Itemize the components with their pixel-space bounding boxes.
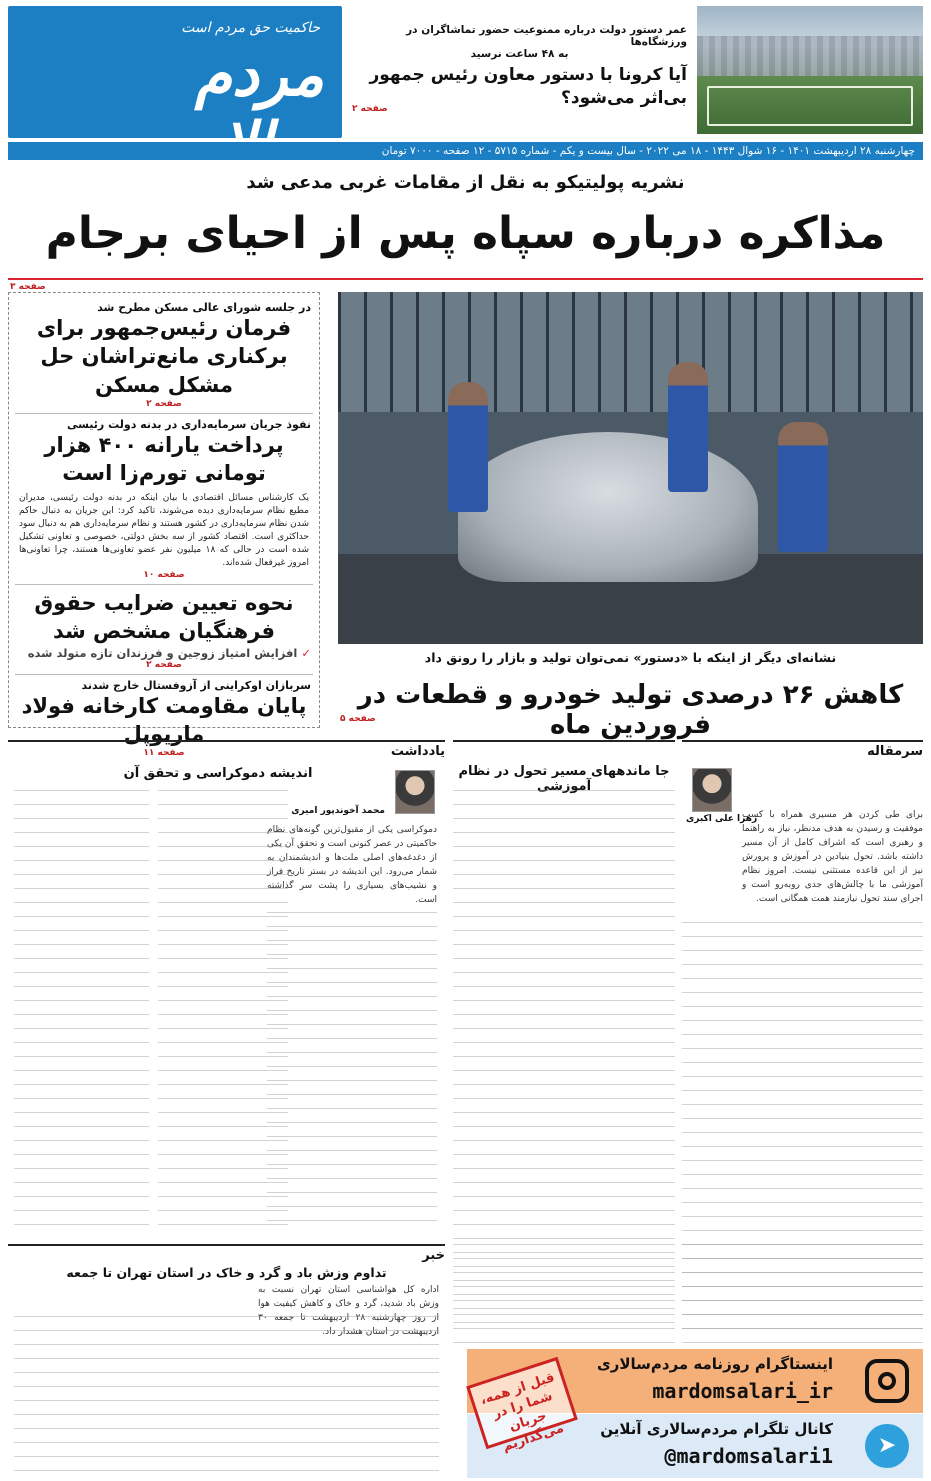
opinion-lines-2 xyxy=(158,790,288,1232)
opinion-author-photo xyxy=(395,770,435,814)
opinion-lines-3 xyxy=(14,790,149,1232)
editorial-body: برای طی کردن هر مسیری همراه با کسب موفقیت و رسیدن به هدف مدنظر، نیاز به راهنما و رهبری است که اشراف کامل از آن مسیر داشته باشد. تحول بنیادین در آموزش و پرورش نیز از این قاعده مستثنی نیست. امروز نظام آموزشی ما با چالش‌های جدی روبه‌رو است و اجرای سند تحول نیازمند همت همگانی است. xyxy=(742,810,923,904)
promo-stamp: قبل از همه، شما را در جریان می‌گذاریم xyxy=(466,1357,578,1449)
story2-body: یک کارشناس مسائل اقتصادی با بیان اینکه در بدنه دولت رئیسی، مدیران مطیع نظام سرمایه‌داری دیده می‌شوند، تاکید کرد: این جریان به دنبال حاکم شدن نظام سرمایه‌داری در کشور هستند و نظام سرمایه‌داری هم به دنبال سود حداکثری است. اقتصاد کشور از سه بخش دولتی، خصوصی و تعاونی تشکیل شده است در حالی که ۱۸ میلیون نفر عضو تعاونی‌ها هستند، چرا تعاونی‌ها امروز غیرفعال شده‌اند. xyxy=(19,492,309,568)
story3-bullet: ✓ افزایش امتیاز زوجین و فرزندان تازه متولد شده xyxy=(27,645,311,660)
story1-ref: صفحه ۲ xyxy=(146,399,182,410)
car-factory-photo xyxy=(338,292,923,644)
top-teaser-ref: صفحه ۲ xyxy=(352,104,388,114)
news-title[interactable]: تداوم وزش باد و گرد و خاک در استان تهران تا جمعه xyxy=(66,1265,387,1280)
stadium-photo xyxy=(697,6,923,134)
opinion-section xyxy=(8,740,445,1238)
opinion-title[interactable]: اندیشه دموکراسی و تحقق آن xyxy=(123,766,313,781)
masthead-tagline: حاکمیت حق مردم است xyxy=(181,20,320,36)
top-teaser-title[interactable]: آیا کرونا با دستور معاون رئیس جمهور بی‌اثر می‌شود؟ xyxy=(369,65,687,108)
telegram-icon: ➤ xyxy=(865,1424,909,1468)
news-section xyxy=(8,1244,445,1476)
lead-ref: صفحه ۳ xyxy=(10,282,46,292)
telegram-label: کانال تلگرام مردم‌سالاری آنلاین xyxy=(600,1420,833,1438)
editorial-author: زهرا علی اکبری xyxy=(686,814,758,824)
story4-title[interactable]: پایان مقاومت کارخانه فولاد ماریوپل xyxy=(21,693,307,747)
story3-title[interactable]: نحوه تعیین ضرایب حقوق فرهنگیان مشخص شد xyxy=(34,591,294,644)
story4-ref: صفحه ۱۱ xyxy=(143,748,185,759)
editorial-title[interactable]: جا ماندههای مسیر تحول در نظام آموزشی xyxy=(458,764,670,794)
masthead-logo[interactable]: مردم xyxy=(194,40,324,110)
photo-story-title[interactable]: کاهش ۲۶ درصدی تولید خودرو و قطعات در فروردین ماه xyxy=(357,680,904,740)
story2-title[interactable]: پرداخت یارانه ۴۰۰ هزار تومانی تورم‌زا است xyxy=(44,433,284,486)
story4-sub: سربازان اوکراینی از آزوفستال خارج شدند xyxy=(81,678,311,692)
opinion-section-title: یادداشت xyxy=(390,744,445,759)
masthead xyxy=(8,6,342,138)
story2-sub: نفوذ جریان سرمایه‌داری در بدنه دولت رئیسی xyxy=(66,418,311,432)
checkmark-icon: ✓ xyxy=(301,645,311,660)
date-bar: چهارشنبه ۲۸ اردیبهشت ۱۴۰۱ - ۱۶ شوال ۱۴۴۳ - ۱۸ می ۲۰۲۲ - سال بیست و یکم - شماره ۵۷۱۵ - ۱۲ صفحه - ۷۰۰۰ تومان xyxy=(8,142,923,160)
photo-caption: نشانه‌ای دیگر از اینکه با «دستور» نمی‌توان تولید و بازار را رونق داد xyxy=(424,650,837,665)
lead-kicker: نشریه پولیتیکو به نقل از مقامات غربی مدعی شد xyxy=(246,172,685,193)
opinion-lines-1 xyxy=(267,912,437,1232)
headline-rule xyxy=(8,278,923,280)
opinion-author: محمد آخوندپور امیری xyxy=(291,806,385,816)
photo-story-ref: صفحه ۵ xyxy=(340,714,376,724)
lead-headline[interactable]: مذاکره درباره سپاه پس از احیای برجام xyxy=(45,208,886,259)
telegram-handle[interactable]: @mardomsalari1 xyxy=(664,1444,833,1468)
bottom-right-lines xyxy=(682,1244,923,1344)
instagram-icon xyxy=(865,1359,909,1403)
instagram-handle[interactable]: mardomsalari_ir xyxy=(652,1379,833,1403)
instagram-label: اینستاگرام روزنامه مردم‌سالاری xyxy=(596,1355,833,1373)
left-news-box xyxy=(8,292,320,759)
story2-ref: صفحه ۱۰ xyxy=(143,570,185,580)
top-teaser[interactable] xyxy=(352,24,687,110)
editorial-author-photo xyxy=(692,768,732,812)
news-lines xyxy=(14,1316,439,1472)
news-body: اداره کل هواشناسی استان تهران نسبت به وزش باد شدید، گرد و خاک و کاهش کیفیت هوا از روز چهارشنبه ۲۸ اردیبهشت تا جمعه ۳۰ اردیبهشت در استان هشدار داد. xyxy=(258,1285,439,1337)
top-teaser-sub2: به ۴۸ ساعت نرسید xyxy=(470,48,569,60)
editorial-section: سرمقاله xyxy=(867,744,923,759)
news-section-title: خبر xyxy=(422,1248,445,1263)
bottom-middle-lines xyxy=(453,1244,675,1344)
opinion-body: دموکراسی یکی از مقبول‌ترین گونه‌های نظام حاکمیتی در عصر کنونی است و تحقق آن یکی از دغدغه‌های اصلی ملت‌ها و اندیشمندان به شمار می‌رود. این اندیشه در بستر تاریخ فراز و نشیب‌های بسیاری را پشت سر گذاشته است. xyxy=(267,825,437,905)
story1-title[interactable]: فرمان رئیس‌جمهور برای برکناری مانع‌تراشان حل مشکل مسکن xyxy=(36,316,292,397)
story3-ref: صفحه ۲ xyxy=(146,659,182,670)
story1-sub: در جلسه شورای عالی مسکن مطرح شد xyxy=(97,301,311,314)
top-teaser-sub1: عمر دستور دولت درباره ممنوعیت حضور تماشاگران در ورزشگاه‌ها xyxy=(406,24,687,48)
